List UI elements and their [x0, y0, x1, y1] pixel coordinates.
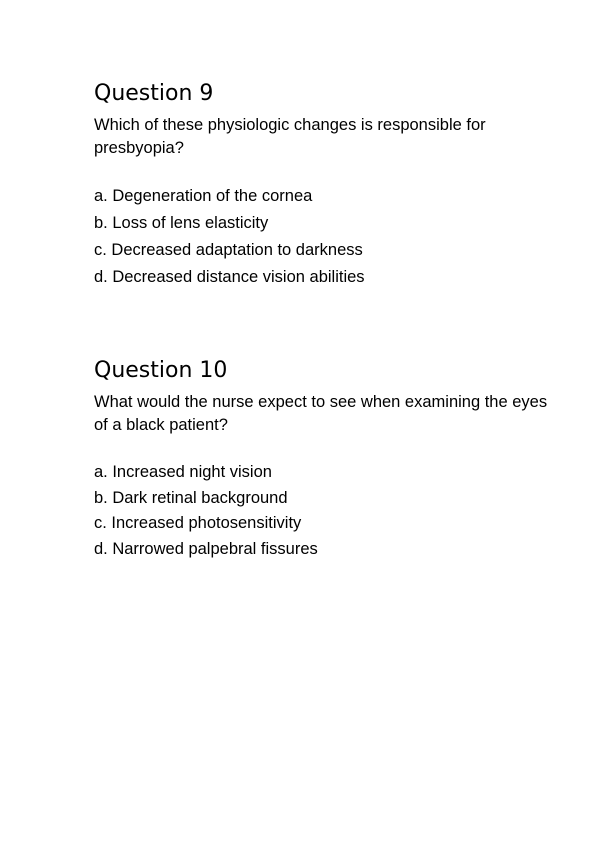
option-b: b. Loss of lens elasticity [94, 214, 269, 232]
question-heading: Question 9 [94, 81, 214, 106]
option-a: a. Degeneration of the cornea [94, 187, 313, 205]
question-9 [94, 80, 554, 307]
option-c: c. Increased photosensitivity [94, 514, 302, 532]
option-b: b. Dark retinal background [94, 488, 288, 507]
option-d: d. Narrowed palpebral fissures [94, 539, 318, 558]
question-heading: Question 10 [94, 358, 228, 383]
question-text: Which of these physiologic changes is responsible for presbyopia? [94, 116, 486, 157]
answer-options [94, 460, 554, 562]
option-c: c. Decreased adaptation to darkness [94, 241, 363, 259]
option-d: d. Decreased distance vision abilities [94, 268, 365, 286]
question-10 [94, 357, 554, 578]
question-text: What would the nurse expect to see when examining the eyes of a black patient? [94, 393, 548, 434]
option-a: a. Increased night vision [94, 463, 272, 481]
answer-options [94, 183, 554, 291]
